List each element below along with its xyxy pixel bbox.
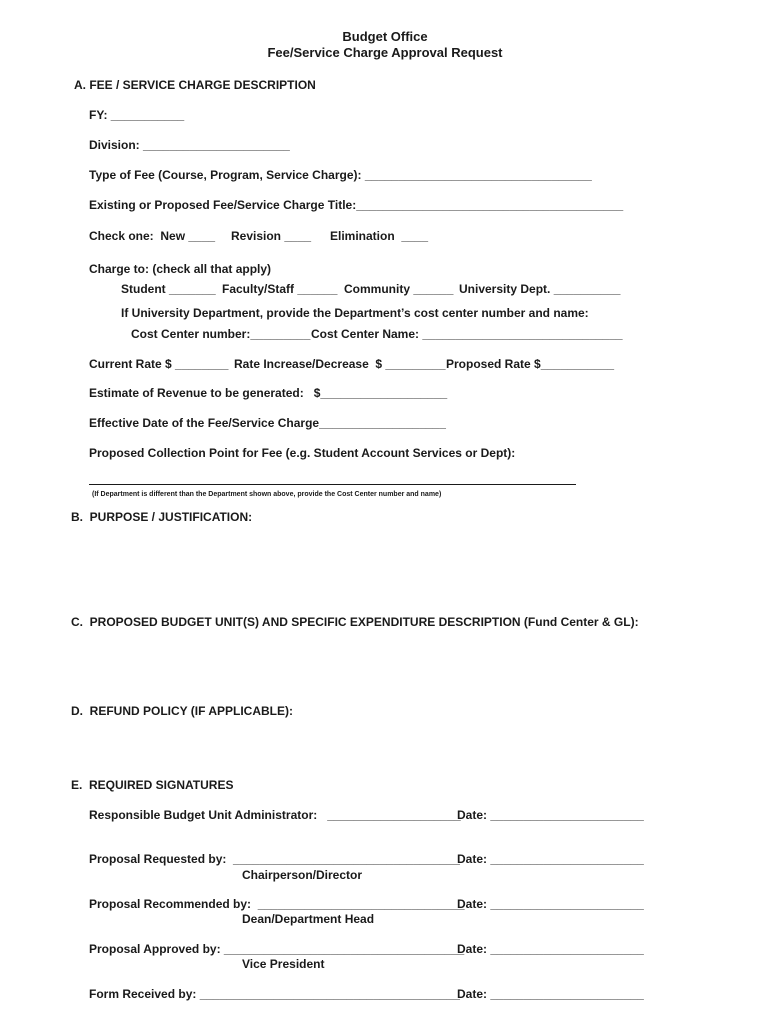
cost-center-name-field[interactable]: Cost Center Name: ______________________________: [311, 327, 623, 341]
rate-change-field[interactable]: Rate Increase/Decrease $ _________: [234, 357, 446, 371]
collection-point-line[interactable]: [89, 484, 576, 485]
section-c-heading: C. PROPOSED BUDGET UNIT(S) AND SPECIFIC EXPENDITURE DESCRIPTION (Fund Center & GL):: [71, 615, 639, 629]
revenue-estimate-field[interactable]: Estimate of Revenue to be generated: $___________________: [89, 386, 448, 400]
approved-by-signature-field[interactable]: Proposal Approved by: ____________________________________: [89, 942, 465, 956]
requested-by-role: Chairperson/Director: [242, 868, 363, 882]
division-field[interactable]: Division: ______________________: [89, 138, 290, 152]
check-revision-field[interactable]: Revision ____: [231, 229, 312, 243]
charge-university-dept-field[interactable]: University Dept. __________: [459, 282, 621, 296]
charge-to-label: Charge to: (check all that apply): [89, 262, 272, 276]
office-title: Budget Office: [342, 29, 428, 44]
current-rate-field[interactable]: Current Rate $ ________: [89, 357, 229, 371]
form-title: Fee/Service Charge Approval Request: [267, 45, 503, 60]
section-a-heading: A. FEE / SERVICE CHARGE DESCRIPTION: [74, 78, 316, 92]
dept-note: (If Department is different than the Department shown above, provide the Cost Center number and name): [92, 491, 442, 498]
charge-faculty-staff-field[interactable]: Faculty/Staff ______: [222, 282, 338, 296]
section-b-heading: B. PURPOSE / JUSTIFICATION:: [71, 510, 253, 524]
administrator-date-field[interactable]: Date: _______________________: [457, 808, 644, 822]
administrator-signature-field[interactable]: Responsible Budget Unit Administrator: ____________________: [89, 808, 461, 822]
received-by-date-field[interactable]: Date: _______________________: [457, 987, 644, 1001]
section-d-heading: D. REFUND POLICY (IF APPLICABLE):: [71, 704, 293, 718]
requested-by-date-field[interactable]: Date: _______________________: [457, 852, 644, 866]
univ-dept-instruction: If University Department, provide the Department’s cost center number and name:: [121, 306, 589, 320]
fy-field[interactable]: FY: ___________: [89, 108, 185, 122]
proposed-rate-field[interactable]: Proposed Rate $___________: [446, 357, 615, 371]
effective-date-field[interactable]: Effective Date of the Fee/Service Charge___________________: [89, 416, 446, 430]
section-e-heading: E. REQUIRED SIGNATURES: [71, 778, 234, 792]
check-elimination-field[interactable]: Elimination ____: [330, 229, 429, 243]
type-of-fee-field[interactable]: Type of Fee (Course, Program, Service Charge): __________________________________: [89, 168, 592, 182]
cost-center-number-field[interactable]: Cost Center number:_________: [131, 327, 311, 341]
check-new-field[interactable]: Check one: New ____: [89, 229, 216, 243]
charge-community-field[interactable]: Community ______: [344, 282, 454, 296]
fee-title-field[interactable]: Existing or Proposed Fee/Service Charge Title:________________________________________: [89, 198, 624, 212]
charge-student-field[interactable]: Student _______: [121, 282, 216, 296]
recommended-by-signature-field[interactable]: Proposal Recommended by: _______________________________: [89, 897, 465, 911]
requested-by-signature-field[interactable]: Proposal Requested by: __________________________________: [89, 852, 460, 866]
approved-by-role: Vice President: [242, 957, 325, 971]
recommended-by-role: Dean/Department Head: [242, 912, 375, 926]
received-by-signature-field[interactable]: Form Received by: _______________________________________: [89, 987, 460, 1001]
collection-point-label: Proposed Collection Point for Fee (e.g. Student Account Services or Dept):: [89, 446, 516, 460]
recommended-by-date-field[interactable]: Date: _______________________: [457, 897, 644, 911]
approved-by-date-field[interactable]: Date: _______________________: [457, 942, 644, 956]
